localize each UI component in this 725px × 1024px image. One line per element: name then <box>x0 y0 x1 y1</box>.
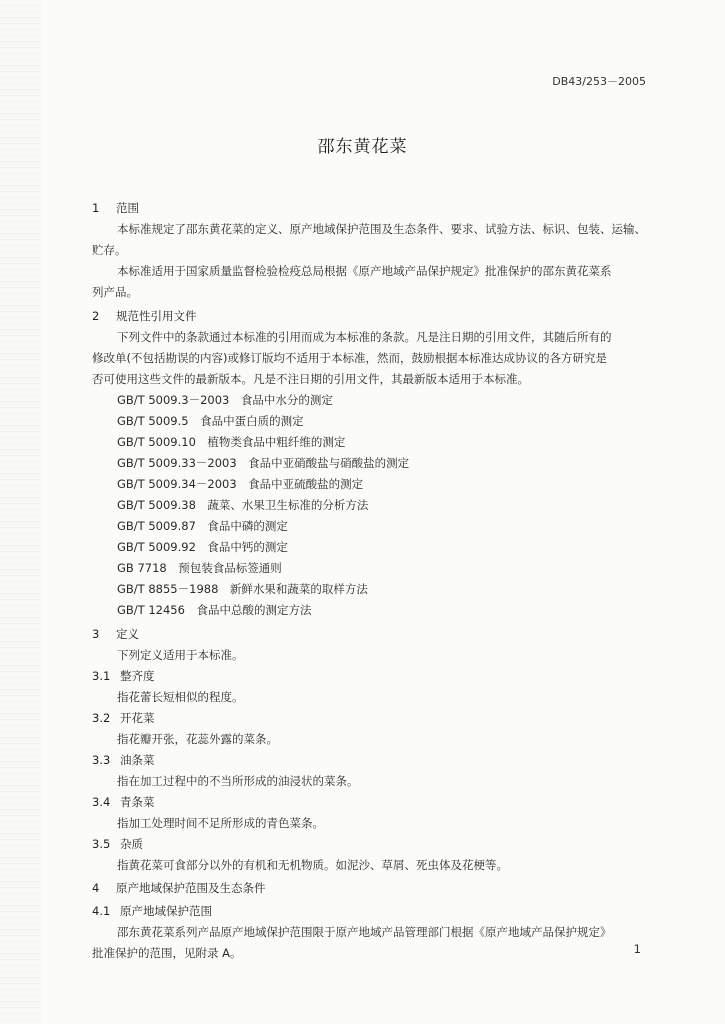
section-1-para-2-line-1: 本标准适用于国家质量监督检验检疫总局根据《原产地域产品保护规定》批准保护的邵东黄花菜系 <box>117 264 612 278</box>
reference-item: GB/T 8855－1988 新鲜水果和蔬菜的取样方法 <box>117 582 368 596</box>
reference-item: GB/T 5009.38 蔬菜、水果卫生标准的分析方法 <box>117 498 369 512</box>
section-2-para-line-3: 否可使用这些文件的最新版本。凡是不注日期的引用文件，其最新版本适用于本标准。 <box>92 372 529 386</box>
document-title: 邵东黄花菜 <box>317 137 408 157</box>
page-number: 1 <box>633 942 641 956</box>
definition-heading: 3.2 开花菜 <box>92 711 155 725</box>
section-1-para-1-line-2: 贮存。 <box>92 243 127 257</box>
definition-text: 指花瓣开张，花蕊外露的菜条。 <box>117 732 278 746</box>
definition-heading: 3.5 杂质 <box>92 837 143 851</box>
section-1-para-1-line-1: 本标准规定了邵东黄花菜的定义、原产地域保护范围及生态条件、要求、试验方法、标识、包装、运输、 <box>117 222 646 236</box>
subsection-4-1-line-2: 批准保护的范围，见附录 A。 <box>92 946 242 960</box>
subsection-4-1-heading: 4.1 原产地域保护范围 <box>92 904 212 918</box>
definition-heading: 3.4 青条菜 <box>92 795 155 809</box>
definition-heading: 3.1 整齐度 <box>92 669 155 683</box>
reference-item: GB/T 5009.87 食品中磷的测定 <box>117 519 288 533</box>
definition-text: 指花蕾长短相似的程度。 <box>117 690 244 704</box>
section-3-heading: 3 定义 <box>92 627 139 641</box>
section-2-para-line-1: 下列文件中的条款通过本标准的引用而成为本标准的条款。凡是注日期的引用文件，其随后所有的 <box>117 330 612 344</box>
section-4-heading: 4 原产地域保护范围及生态条件 <box>92 881 266 895</box>
reference-item: GB/T 5009.3－2003 食品中水分的测定 <box>117 393 333 407</box>
standard-code: DB43/253－2005 <box>552 75 646 88</box>
section-2-heading: 2 规范性引用文件 <box>92 309 197 323</box>
definition-text: 指黄花菜可食部分以外的有机和无机物质。如泥沙、草屑、死虫体及花梗等。 <box>117 858 508 872</box>
reference-item: GB/T 5009.10 植物类食品中粗纤维的测定 <box>117 435 346 449</box>
reference-item: GB 7718 预包装食品标签通则 <box>117 561 282 575</box>
section-3-intro: 下列定义适用于本标准。 <box>117 648 244 662</box>
reference-item: GB/T 5009.5 食品中蛋白质的测定 <box>117 414 304 428</box>
section-1-para-2-line-2: 列产品。 <box>92 285 138 299</box>
definition-text: 指加工处理时间不足所形成的青色菜条。 <box>117 816 324 830</box>
subsection-4-1-line-1: 邵东黄花菜系列产品原产地域保护范围限于原产地域产品管理部门根据《原产地域产品保护规定》 <box>117 925 612 939</box>
section-1-heading: 1 范围 <box>92 201 139 215</box>
reference-item: GB/T 5009.34－2003 食品中亚硫酸盐的测定 <box>117 477 364 491</box>
definition-heading: 3.3 油条菜 <box>92 753 155 767</box>
reference-item: GB/T 5009.92 食品中钙的测定 <box>117 540 288 554</box>
reference-item: GB/T 12456 食品中总酸的测定方法 <box>117 603 312 617</box>
reference-item: GB/T 5009.33－2003 食品中亚硝酸盐与硝酸盐的测定 <box>117 456 410 470</box>
definition-text: 指在加工过程中的不当所形成的油浸状的菜条。 <box>117 774 359 788</box>
section-2-para-line-2: 修改单(不包括勘误的内容)或修订版均不适用于本标准，然而，鼓励根据本标准达成协议的各方研究是 <box>92 351 607 365</box>
